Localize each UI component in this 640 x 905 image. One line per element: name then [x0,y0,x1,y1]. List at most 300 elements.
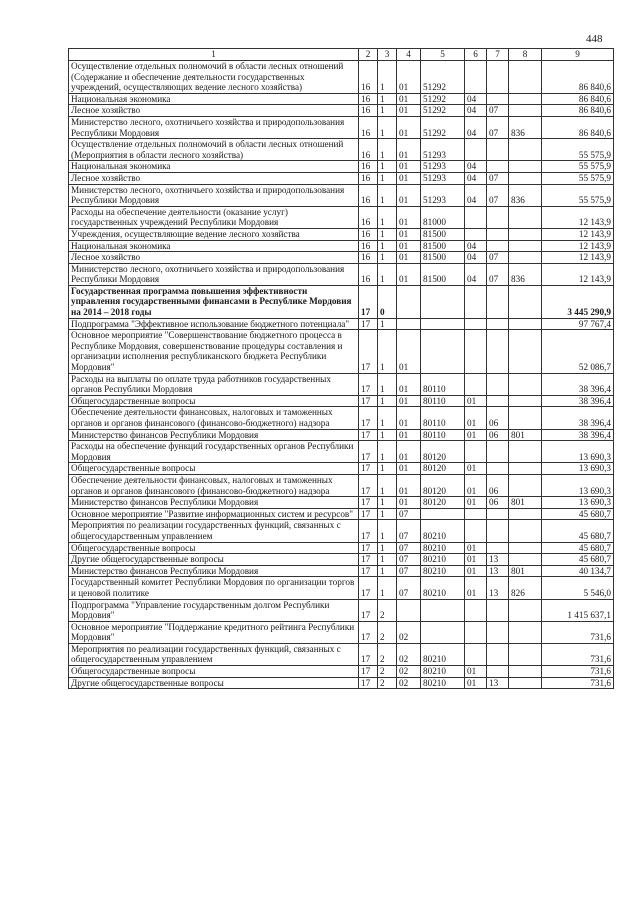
table-row [69,463,614,475]
table-row [69,172,614,184]
table-body [69,61,614,689]
code-col-3: 1 [378,474,397,496]
code-col-6: 01 [465,542,487,554]
code-col-7: 07 [487,116,509,138]
column-header: 4 [397,49,421,61]
row-amount: 45 680,7 [542,520,614,542]
row-amount: 45 680,7 [542,542,614,554]
code-col-8 [509,252,542,264]
table-row [69,105,614,117]
row-name: Другие общегосударственные вопросы [69,554,359,566]
code-col-2: 17 [359,621,378,643]
code-col-7 [487,463,509,475]
code-col-7 [487,93,509,105]
code-col-4: 01 [397,93,421,105]
code-col-7 [487,621,509,643]
code-col-8 [509,520,542,542]
code-col-6 [465,520,487,542]
row-amount: 731,6 [542,677,614,689]
code-col-8 [509,395,542,407]
code-col-6: 01 [465,554,487,566]
row-amount: 12 143,9 [542,263,614,285]
code-col-4: 01 [397,228,421,240]
code-col-6: 01 [465,577,487,599]
code-col-2: 16 [359,228,378,240]
code-col-2: 17 [359,429,378,441]
code-col-4: 02 [397,621,421,643]
code-col-5: 80110 [421,395,465,407]
row-amount: 86 840,6 [542,105,614,117]
table-row [69,206,614,228]
code-col-2: 16 [359,161,378,173]
row-amount: 12 143,9 [542,252,614,264]
code-col-8 [509,240,542,252]
row-amount: 45 680,7 [542,508,614,520]
code-col-7 [487,599,509,621]
row-name: Министерство финансов Республики Мордовия [69,565,359,577]
table-row [69,318,614,330]
code-col-8 [509,139,542,161]
code-col-3: 1 [378,554,397,566]
code-col-6: 04 [465,105,487,117]
column-header: 1 [69,49,359,61]
row-name: Основное мероприятие "Поддержание кредитного рейтинга Республики Мордовия" [69,621,359,643]
code-col-6: 04 [465,161,487,173]
code-col-6: 01 [465,677,487,689]
code-col-4: 01 [397,172,421,184]
row-name: Министерство лесного, охотничьего хозяйства и природопользования Республики Мордовия [69,116,359,138]
table-row [69,407,614,429]
code-col-4: 01 [397,240,421,252]
code-col-6 [465,508,487,520]
row-amount: 55 575,9 [542,172,614,184]
code-col-4: 01 [397,61,421,94]
row-name: Министерство финансов Республики Мордовия [69,497,359,509]
table-row [69,599,614,621]
code-col-6: 04 [465,172,487,184]
row-amount: 13 690,3 [542,441,614,463]
code-col-2: 17 [359,508,378,520]
code-col-4: 01 [397,139,421,161]
code-col-3: 2 [378,599,397,621]
code-col-7: 13 [487,677,509,689]
code-col-7: 06 [487,474,509,496]
table-row [69,93,614,105]
table-row [69,508,614,520]
row-amount: 86 840,6 [542,61,614,94]
code-col-5: 81500 [421,228,465,240]
code-col-6: 04 [465,93,487,105]
code-col-5 [421,508,465,520]
column-header: 8 [509,49,542,61]
code-col-5: 80110 [421,407,465,429]
code-col-2: 17 [359,666,378,678]
row-name: Расходы на выплаты по оплате труда работников государственных органов Республики Мордовия [69,373,359,395]
code-col-3: 1 [378,172,397,184]
code-col-6 [465,330,487,373]
row-name: Обеспечение деятельности финансовых, налоговых и таможенных органов и органов финансового (финансово-бюджетного) надзора [69,474,359,496]
code-col-5: 80110 [421,373,465,395]
row-name: Другие общегосударственные вопросы [69,677,359,689]
code-col-8: 801 [509,429,542,441]
code-col-4: 01 [397,105,421,117]
code-col-3: 1 [378,395,397,407]
code-col-4: 07 [397,554,421,566]
code-col-3: 1 [378,206,397,228]
code-col-8 [509,206,542,228]
code-col-8 [509,677,542,689]
code-col-3: 2 [378,666,397,678]
page-number: 448 [586,33,603,45]
column-header: 5 [421,49,465,61]
row-amount: 52 086,7 [542,330,614,373]
code-col-2: 16 [359,116,378,138]
code-col-6 [465,61,487,94]
code-col-4: 01 [397,184,421,206]
row-name: Расходы на обеспечение функций государственных органов Республики Мордовия [69,441,359,463]
code-col-5 [421,330,465,373]
code-col-4: 01 [397,407,421,429]
code-col-3: 0 [378,285,397,318]
code-col-5: 51293 [421,161,465,173]
code-col-5: 51293 [421,139,465,161]
row-amount: 55 575,9 [542,161,614,173]
code-col-2: 17 [359,497,378,509]
code-col-8 [509,161,542,173]
code-col-7 [487,285,509,318]
code-col-4: 01 [397,206,421,228]
code-col-6 [465,206,487,228]
code-col-3: 1 [378,318,397,330]
code-col-5: 80210 [421,577,465,599]
code-col-5: 80210 [421,666,465,678]
code-col-7: 07 [487,252,509,264]
table-row [69,497,614,509]
code-col-3: 1 [378,520,397,542]
row-name: Подпрограмма "Эффективное использование бюджетного потенциала" [69,318,359,330]
code-col-7 [487,240,509,252]
code-col-6 [465,373,487,395]
code-col-5: 80210 [421,520,465,542]
code-col-8 [509,285,542,318]
code-col-3: 1 [378,508,397,520]
code-col-5: 80120 [421,463,465,475]
table-row [69,577,614,599]
code-col-8: 836 [509,263,542,285]
code-col-7 [487,395,509,407]
code-col-2: 17 [359,577,378,599]
code-col-2: 17 [359,463,378,475]
row-name: Осуществление отдельных полномочий в области лесных отношений (Содержание и обеспечение деятельности государственных учреждений, осуществляющих ведение лесного хозяйства) [69,61,359,94]
code-col-4: 07 [397,520,421,542]
code-col-6 [465,139,487,161]
row-amount: 12 143,9 [542,228,614,240]
table-row [69,139,614,161]
code-col-8: 836 [509,116,542,138]
row-name: Обеспечение деятельности финансовых, налоговых и таможенных органов и органов финансового (финансово-бюджетного) надзора [69,407,359,429]
code-col-2: 17 [359,285,378,318]
row-name: Общегосударственные вопросы [69,395,359,407]
code-col-5: 80120 [421,474,465,496]
column-header: 9 [542,49,614,61]
code-col-7 [487,643,509,665]
table-row [69,395,614,407]
row-name: Министерство финансов Республики Мордовия [69,429,359,441]
code-col-7 [487,330,509,373]
code-col-5: 51292 [421,61,465,94]
code-col-2: 17 [359,407,378,429]
code-col-3: 1 [378,429,397,441]
row-amount: 731,6 [542,643,614,665]
code-col-2: 17 [359,474,378,496]
code-col-2: 16 [359,61,378,94]
code-col-6: 01 [465,666,487,678]
code-col-5: 81500 [421,263,465,285]
code-col-8 [509,407,542,429]
code-col-3: 1 [378,240,397,252]
row-name: Национальная экономика [69,240,359,252]
code-col-8 [509,542,542,554]
row-name: Основное мероприятие "Совершенствование бюджетного процесса в Республике Мордовия, совершенствование процедуры составления и организации исполнения республиканского бюджета Республики Мордовия" [69,330,359,373]
column-header: 2 [359,49,378,61]
code-col-8: 826 [509,577,542,599]
code-col-8 [509,318,542,330]
code-col-6: 01 [465,429,487,441]
table-row [69,228,614,240]
code-col-5: 81000 [421,206,465,228]
code-col-2: 17 [359,677,378,689]
code-col-2: 17 [359,599,378,621]
row-name: Подпрограмма "Управление государственным долгом Республики Мордовия" [69,599,359,621]
code-col-3: 1 [378,184,397,206]
code-col-7: 07 [487,105,509,117]
code-col-5: 80210 [421,565,465,577]
code-col-6 [465,643,487,665]
code-col-8: 801 [509,565,542,577]
row-name: Общегосударственные вопросы [69,666,359,678]
row-name: Национальная экономика [69,93,359,105]
table-row [69,330,614,373]
code-col-2: 16 [359,252,378,264]
code-col-6 [465,621,487,643]
code-col-8 [509,172,542,184]
code-col-8: 836 [509,184,542,206]
code-col-5: 81500 [421,252,465,264]
code-col-8 [509,599,542,621]
code-col-5: 80210 [421,677,465,689]
code-col-4: 01 [397,497,421,509]
row-name: Мероприятия по реализации государственных функций, связанных с общегосударственным управлением [69,643,359,665]
row-name: Лесное хозяйство [69,172,359,184]
code-col-4: 07 [397,508,421,520]
row-amount: 97 767,4 [542,318,614,330]
code-col-4: 01 [397,252,421,264]
code-col-3: 1 [378,252,397,264]
row-amount: 38 396,4 [542,407,614,429]
row-name: Национальная экономика [69,161,359,173]
code-col-5: 80210 [421,643,465,665]
row-name: Осуществление отдельных полномочий в области лесных отношений (Мероприятия в области лесного хозяйства) [69,139,359,161]
table-row [69,520,614,542]
column-header: 3 [378,49,397,61]
code-col-3: 1 [378,93,397,105]
column-header: 7 [487,49,509,61]
code-col-7 [487,508,509,520]
code-col-2: 17 [359,441,378,463]
code-col-8 [509,666,542,678]
row-amount: 86 840,6 [542,93,614,105]
code-col-5: 51292 [421,116,465,138]
row-amount: 86 840,6 [542,116,614,138]
table-row [69,240,614,252]
header-row [69,49,614,61]
code-col-3: 2 [378,677,397,689]
code-col-6: 04 [465,263,487,285]
row-amount: 38 396,4 [542,429,614,441]
code-col-5 [421,621,465,643]
code-col-2: 17 [359,395,378,407]
code-col-4: 02 [397,677,421,689]
code-col-8 [509,93,542,105]
row-amount: 55 575,9 [542,139,614,161]
code-col-2: 16 [359,93,378,105]
code-col-2: 16 [359,105,378,117]
code-col-4: 01 [397,161,421,173]
table-row [69,285,614,318]
code-col-2: 17 [359,565,378,577]
code-col-5: 51293 [421,184,465,206]
code-col-3: 1 [378,61,397,94]
code-col-7 [487,373,509,395]
code-col-4: 01 [397,395,421,407]
code-col-4: 02 [397,643,421,665]
code-col-4 [397,285,421,318]
table-row [69,116,614,138]
code-col-6: 01 [465,474,487,496]
code-col-3: 1 [378,263,397,285]
code-col-2: 16 [359,206,378,228]
code-col-7: 13 [487,554,509,566]
row-amount: 1 415 637,1 [542,599,614,621]
table-row [69,441,614,463]
code-col-6 [465,285,487,318]
code-col-5: 80110 [421,429,465,441]
code-col-2: 17 [359,542,378,554]
code-col-6: 01 [465,407,487,429]
code-col-4: 02 [397,666,421,678]
table-row [69,554,614,566]
code-col-8 [509,330,542,373]
code-col-7: 13 [487,565,509,577]
code-col-3: 1 [378,577,397,599]
code-col-5: 80210 [421,542,465,554]
table-row [69,666,614,678]
table-row [69,542,614,554]
code-col-6: 01 [465,497,487,509]
code-col-5: 80120 [421,441,465,463]
row-name: Государственный комитет Республики Мордовия по организации торгов и ценовой политике [69,577,359,599]
code-col-3: 1 [378,542,397,554]
budget-table [68,48,614,689]
code-col-5: 80210 [421,554,465,566]
code-col-3: 1 [378,105,397,117]
code-col-7 [487,228,509,240]
row-amount: 12 143,9 [542,206,614,228]
code-col-6: 04 [465,240,487,252]
table-row [69,621,614,643]
code-col-7 [487,520,509,542]
table-row [69,565,614,577]
code-col-6: 04 [465,184,487,206]
code-col-8 [509,463,542,475]
code-col-5: 51293 [421,172,465,184]
code-col-5 [421,285,465,318]
row-amount: 38 396,4 [542,395,614,407]
code-col-7 [487,542,509,554]
code-col-7 [487,441,509,463]
table-row [69,429,614,441]
code-col-3: 1 [378,330,397,373]
code-col-8 [509,61,542,94]
code-col-8: 801 [509,497,542,509]
code-col-2: 16 [359,263,378,285]
code-col-7 [487,161,509,173]
row-name: Министерство лесного, охотничьего хозяйства и природопользования Республики Мордовия [69,184,359,206]
table-row [69,643,614,665]
code-col-7: 07 [487,184,509,206]
code-col-3: 2 [378,621,397,643]
table-row [69,61,614,94]
code-col-7: 06 [487,497,509,509]
code-col-7: 06 [487,429,509,441]
code-col-6: 04 [465,252,487,264]
row-amount: 731,6 [542,621,614,643]
code-col-7 [487,206,509,228]
code-col-6: 01 [465,463,487,475]
table-row [69,252,614,264]
code-col-3: 1 [378,407,397,429]
code-col-4: 01 [397,116,421,138]
code-col-2: 16 [359,139,378,161]
row-amount: 12 143,9 [542,240,614,252]
table-row [69,373,614,395]
row-name: Общегосударственные вопросы [69,542,359,554]
row-amount: 13 690,3 [542,463,614,475]
code-col-2: 16 [359,240,378,252]
table-row [69,184,614,206]
code-col-2: 17 [359,373,378,395]
code-col-2: 17 [359,318,378,330]
code-col-4: 07 [397,542,421,554]
code-col-3: 2 [378,643,397,665]
row-name: Государственная программа повышения эффективности управления государственными финансами в Республике Мордовия на 2014 – 2018 годы [69,285,359,318]
row-amount: 731,6 [542,666,614,678]
row-name: Лесное хозяйство [69,105,359,117]
row-name: Лесное хозяйство [69,252,359,264]
table-row [69,263,614,285]
code-col-2: 17 [359,554,378,566]
code-col-7 [487,61,509,94]
code-col-8 [509,373,542,395]
code-col-7: 07 [487,172,509,184]
code-col-3: 1 [378,441,397,463]
code-col-4 [397,318,421,330]
code-col-2: 17 [359,330,378,373]
column-header: 6 [465,49,487,61]
code-col-2: 16 [359,172,378,184]
row-name: Министерство лесного, охотничьего хозяйства и природопользования Республики Мордовия [69,263,359,285]
code-col-2: 17 [359,520,378,542]
